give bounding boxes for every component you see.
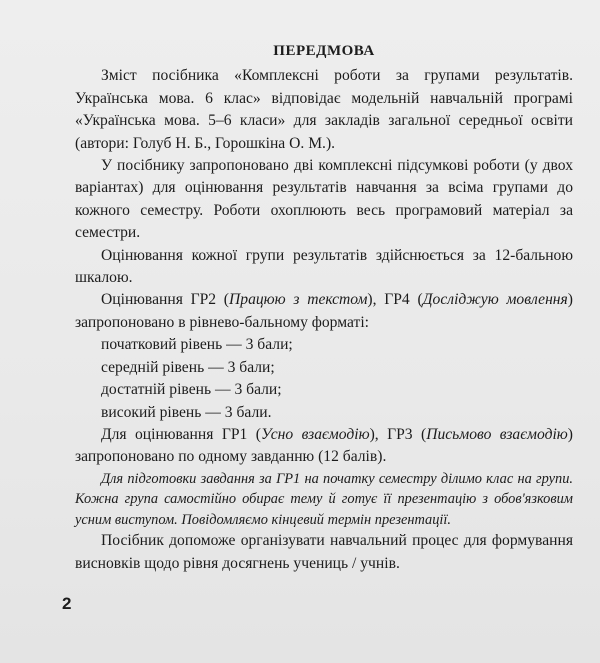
gr1-text-a: Для оцінювання ГР1 ( bbox=[101, 425, 261, 443]
page-content bbox=[75, 40, 573, 575]
paragraph-gr2-gr4 bbox=[75, 289, 573, 334]
level-item: достатній рівень — 3 бали; bbox=[101, 381, 282, 399]
level-item: середній рівень — 3 бали; bbox=[101, 358, 275, 376]
paragraph-gr1-gr3 bbox=[75, 424, 573, 469]
page-number: 2 bbox=[62, 594, 72, 613]
paragraph-note: Для підготовки завдання за ГР1 на початку семестру ділимо клас на групи. Кожна група самостійно обирає тему й готує її презентацію з обов'язковим усним виступом. Повідомляємо кінцевий термін презентації. bbox=[75, 470, 573, 528]
gr3-text-c: ), ГР3 ( bbox=[369, 425, 427, 443]
paragraph-works: У посібнику запропоновано дві комплексні підсумкові роботи (у двох варіантах) для оцінювання результатів навчання за всіма групами до кожного семестру. Роботи охоплюють весь програмовий матеріал за семестри. bbox=[75, 157, 573, 242]
gr4-text-e: ) запропоновано в рівнево-бальному форматі: bbox=[75, 291, 573, 331]
level-item: початковий рівень — 3 бали; bbox=[101, 336, 293, 354]
paragraph-scale: Оцінювання кожної групи результатів здійснюється за 12-бальною шкалою. bbox=[75, 246, 573, 287]
gr2-italic: Працюю з текстом bbox=[229, 291, 368, 309]
paragraph-intro: Зміст посібника «Комплексні роботи за групами результатів. Українська мова. 6 клас» відповідає модельній навчальній програмі «Українська мова. 5–6 класи» для закладів загальної середньої освіти (автори: Голуб Н. Б., Горошкіна О. М.). bbox=[75, 67, 573, 152]
paragraph-conclusion: Посібник допоможе організувати навчальний процес для формування висновків щодо рівня досягнень учениць / учнів. bbox=[75, 532, 573, 572]
gr3-italic: Письмово взаємодію bbox=[426, 425, 568, 443]
gr4-text-c: ), ГР4 ( bbox=[367, 291, 423, 309]
page-title: ПЕРЕДМОВА bbox=[273, 43, 375, 59]
level-item: високий рівень — 3 бали. bbox=[101, 403, 272, 421]
gr2-text-a: Оцінювання ГР2 ( bbox=[101, 291, 230, 309]
gr4-italic: Досліджую мовлення bbox=[422, 291, 568, 309]
gr3-text-e: ) запропоновано по одному завданню (12 балів). bbox=[75, 425, 573, 466]
gr1-italic: Усно взаємодію bbox=[260, 425, 370, 443]
